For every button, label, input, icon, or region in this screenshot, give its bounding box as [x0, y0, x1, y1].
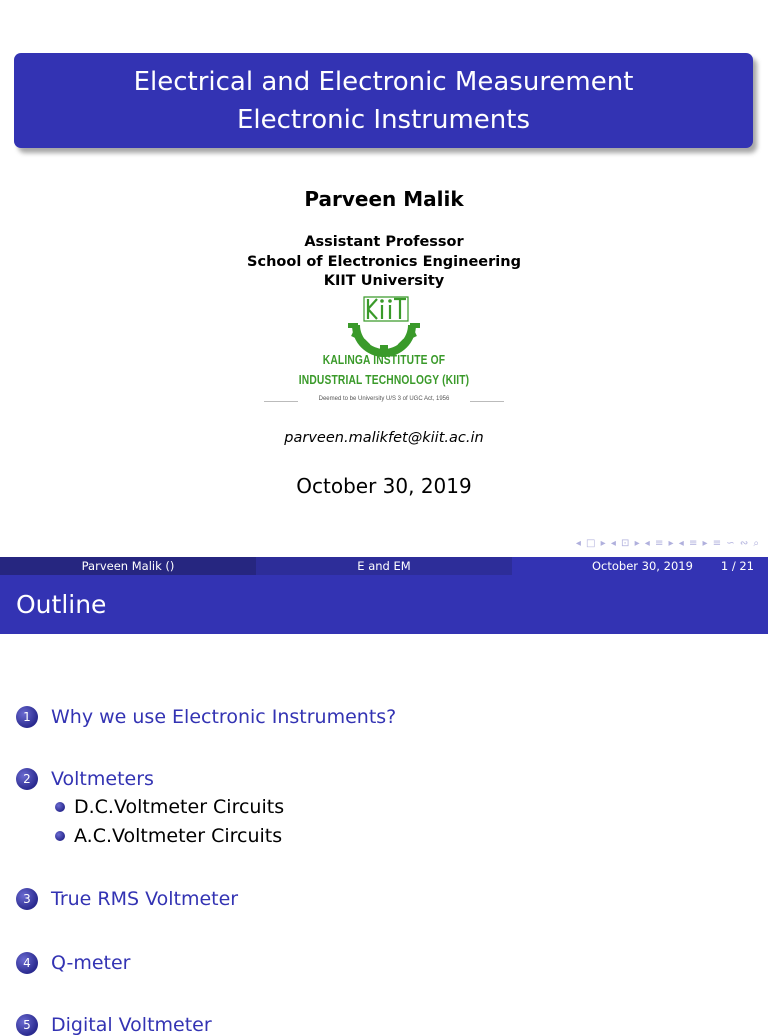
beamer-navigation-icons[interactable]: ◂ □ ▸ ◂ ⊡ ▸ ◂ ≡ ▸ ◂ ≡ ▸ ≡ ∽ ∾ ⌕: [575, 538, 760, 549]
section-label[interactable]: Digital Voltmeter: [51, 1014, 212, 1036]
toc-section-2[interactable]: [16, 768, 154, 790]
logo-rule-right: [470, 401, 504, 402]
toc-section-3[interactable]: [16, 888, 238, 910]
section-label[interactable]: Why we use Electronic Instruments?: [51, 706, 397, 728]
toc-subsection-2-1[interactable]: [55, 796, 284, 818]
affiliation-university: KIIT University: [323, 273, 445, 289]
footer-page-number: 1 / 21: [720, 559, 754, 573]
author-name: Parveen Malik: [304, 187, 464, 211]
presentation-title: Electrical and Electronic Measurement: [133, 66, 634, 97]
bullet-icon: [55, 802, 65, 812]
kiit-gear-icon: [344, 295, 424, 351]
section-number-icon: 4: [16, 952, 38, 974]
affiliation-role: Assistant Professor: [304, 234, 464, 250]
logo-line-2: INDUSTRIAL TECHNOLOGY (KIIT): [298, 373, 470, 387]
section-number-icon: 1: [16, 706, 38, 728]
frame-title: Outline: [16, 590, 107, 619]
logo-line-1: KALINGA INSTITUTE OF: [322, 353, 446, 367]
section-label[interactable]: Voltmeters: [51, 768, 154, 790]
section-number-icon: 5: [16, 1014, 38, 1036]
presentation-date: October 30, 2019: [296, 474, 472, 498]
footer-short-title: E and EM: [256, 557, 512, 575]
slide-title-block: [14, 53, 753, 148]
presentation-subtitle: Electronic Instruments: [236, 104, 531, 135]
subsection-label[interactable]: A.C.Voltmeter Circuits: [74, 825, 283, 847]
logo-tagline: Deemed to be University U/S 3 of UGC Act, 1956: [318, 396, 450, 402]
toc-subsection-2-2[interactable]: [55, 825, 282, 847]
frame-title-bar: [0, 575, 768, 634]
footer-right: [512, 557, 768, 575]
subsection-label[interactable]: D.C.Voltmeter Circuits: [74, 796, 285, 818]
section-label[interactable]: Q-meter: [51, 952, 131, 974]
kiit-logo: [262, 293, 506, 411]
footer-author: Parveen Malik (): [0, 557, 256, 575]
toc-section-1[interactable]: [16, 706, 396, 728]
section-number-icon: 2: [16, 768, 38, 790]
bullet-icon: [55, 831, 65, 841]
toc-section-4[interactable]: [16, 952, 131, 974]
section-label[interactable]: True RMS Voltmeter: [51, 888, 239, 910]
affiliation: [0, 233, 768, 292]
toc-section-5[interactable]: [16, 1014, 212, 1036]
author-email: parveen.malikfet@kiit.ac.in: [284, 430, 484, 446]
footer-date: October 30, 2019: [592, 559, 693, 573]
slide-footer: [0, 557, 768, 575]
affiliation-school: School of Electronics Engineering: [247, 253, 521, 270]
section-number-icon: 3: [16, 888, 38, 910]
